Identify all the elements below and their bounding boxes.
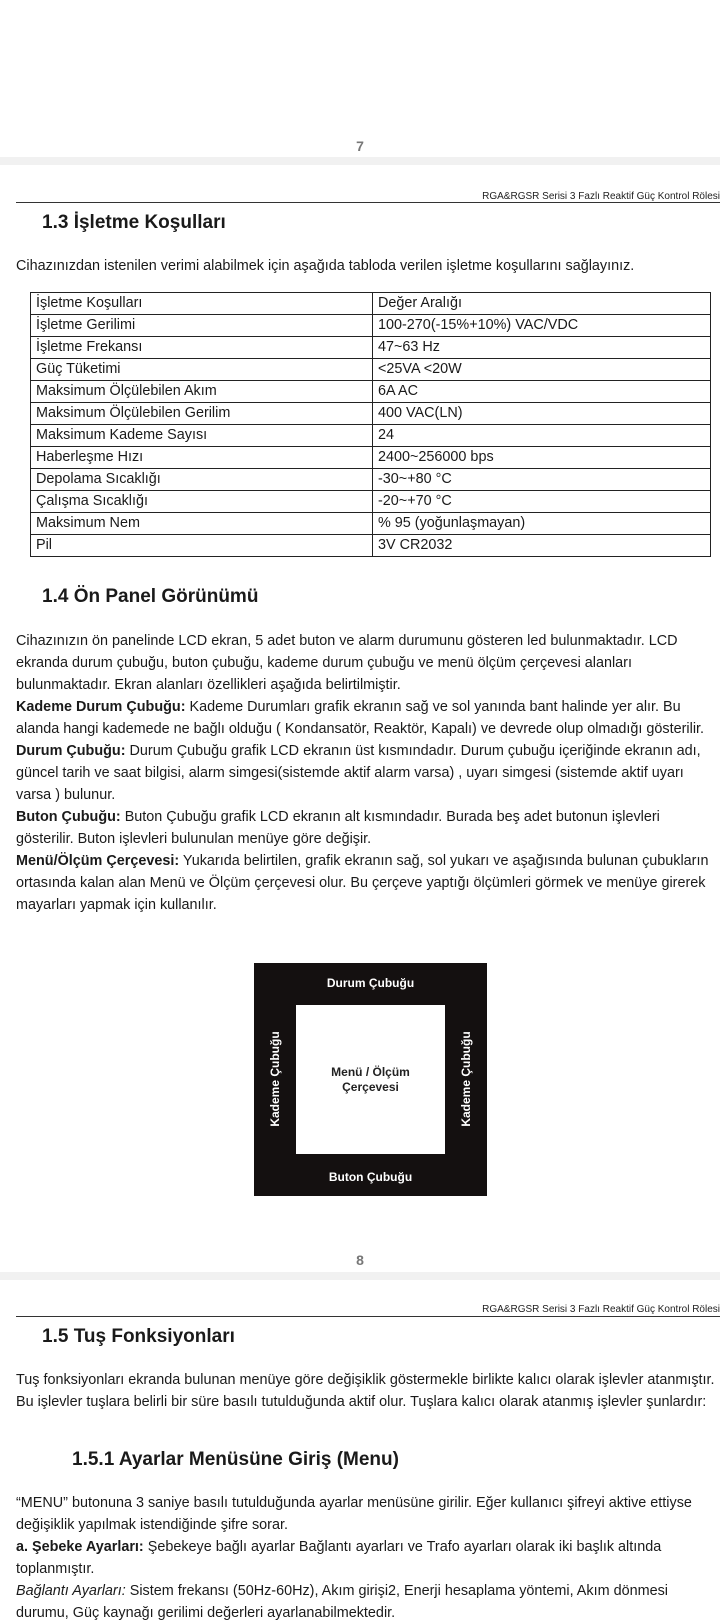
panel-intro-text: Cihazınızın ön panelinde LCD ekran, 5 adet buton ve alarm durumunu gösteren led bulunmaktadır. LCD ekranda durum çubuğu, buton çubuğu, kademe durum çubuğu ve menü ölçüm çerçevesi alanları bulunmaktadır. Ekran alanları özellikleri aşağıda belirtilmiştir. <box>16 633 678 693</box>
value-cell: 3V CR2032 <box>373 535 711 557</box>
durum-label: Durum Çubuğu: <box>16 743 126 759</box>
table-row <box>31 535 711 557</box>
operating-conditions-table <box>30 292 711 557</box>
table-row <box>31 425 711 447</box>
value-cell: <25VA <20W <box>373 359 711 381</box>
value-cell: 47~63 Hz <box>373 337 711 359</box>
section-title-1-5: 1.5 Tuş Fonksiyonları <box>42 1326 235 1347</box>
section-title-1-3: 1.3 İşletme Koşulları <box>42 212 226 233</box>
section-title-1-5-1: 1.5.1 Ayarlar Menüsüne Giriş (Menu) <box>72 1449 399 1470</box>
section-1-3-intro: Cihazınızdan istenilen verimi alabilmek için aşağıda tabloda verilen işletme koşullarını sağlayınız. <box>16 258 635 274</box>
condition-cell: Maksimum Ölçülebilen Gerilim <box>31 403 373 425</box>
diagram-right-step-bar-label: Kademe Çubuğu <box>459 1031 473 1127</box>
header-rule <box>16 1316 720 1317</box>
value-cell: -30~+80 °C <box>373 469 711 491</box>
header-rule <box>16 202 720 203</box>
buton-text: Buton Çubuğu grafik LCD ekranın alt kısmındadır. Burada beş adet butonun işlevleri gösterilir. Buton işlevleri bulunulan menüye göre değişir. <box>16 809 660 847</box>
kademe-label: Kademe Durum Çubuğu: <box>16 699 186 715</box>
lcd-panel-diagram <box>254 963 487 1196</box>
value-cell: % 95 (yoğunlaşmayan) <box>373 513 711 535</box>
table-row <box>31 359 711 381</box>
condition-cell: Pil <box>31 535 373 557</box>
value-cell: 24 <box>373 425 711 447</box>
page-gap <box>0 157 720 165</box>
condition-cell: Maksimum Nem <box>31 513 373 535</box>
table-row <box>31 315 711 337</box>
menu-label: Menü/Ölçüm Çerçevesi: <box>16 853 180 869</box>
value-cell: 100-270(-15%+10%) VAC/VDC <box>373 315 711 337</box>
table-row <box>31 513 711 535</box>
running-header: RGA&RGSR Serisi 3 Fazlı Reaktif Güç Kontrol Rölesi <box>482 191 720 202</box>
condition-cell: İşletme Gerilimi <box>31 315 373 337</box>
menu-entry-text: “MENU” butonuna 3 saniye basılı tutulduğunda ayarlar menüsüne girilir. Eğer kullanıcı şifreyi aktive ettiyse değişiklik yapılmak istendiğinde şifre sorar. <box>16 1495 692 1533</box>
condition-cell: İşletme Koşulları <box>31 293 373 315</box>
value-cell: -20~+70 °C <box>373 491 711 513</box>
buton-label: Buton Çubuğu: <box>16 809 121 825</box>
sebeke-text: Şebekeye bağlı ayarlar Bağlantı ayarları ve Trafo ayarları olarak iki başlık altında toplanmıştır. <box>16 1539 662 1577</box>
section-1-5-1-body <box>16 1492 720 1624</box>
table-row <box>31 491 711 513</box>
condition-cell: Maksimum Kademe Sayısı <box>31 425 373 447</box>
sebeke-label: a. Şebeke Ayarları: <box>16 1539 144 1555</box>
table-row <box>31 403 711 425</box>
value-cell: 400 VAC(LN) <box>373 403 711 425</box>
diagram-left-step-bar-label: Kademe Çubuğu <box>268 1031 282 1127</box>
table-row <box>31 447 711 469</box>
menu-text: Yukarıda belirtilen, grafik ekranın sağ, sol yukarı ve aşağısında bulunan çubukların ortasında kalan alan Menü ve Ölçüm çerçevesi olur. Bu çerçeve yaptığı ölçümleri görmek ve menüye girerek mayarları yapmak için kullanılır. <box>16 853 709 913</box>
table-row <box>31 381 711 403</box>
condition-cell: İşletme Frekansı <box>31 337 373 359</box>
condition-cell: Çalışma Sıcaklığı <box>31 491 373 513</box>
durum-text: Durum Çubuğu grafik LCD ekranın üst kısmındadır. Durum çubuğu içeriğinde ekranın adı, güncel tarih ve saat bilgisi, alarm simgesi(sistemde aktif alarm varsa) , uyarı simgesi (sistemde aktif uyarı varsa ) bulunur. <box>16 743 701 803</box>
condition-cell: Depolama Sıcaklığı <box>31 469 373 491</box>
condition-cell: Maksimum Ölçülebilen Akım <box>31 381 373 403</box>
table-row <box>31 469 711 491</box>
condition-cell: Güç Tüketimi <box>31 359 373 381</box>
diagram-center-line2: Çerçevesi <box>342 1079 399 1094</box>
table-row <box>31 337 711 359</box>
diagram-status-bar-label: Durum Çubuğu <box>326 976 415 990</box>
page-number: 7 <box>356 138 364 154</box>
section-1-4-body <box>16 630 720 916</box>
value-cell: 6A AC <box>373 381 711 403</box>
page-number: 8 <box>356 1252 364 1268</box>
section-1-5-intro: Tuş fonksiyonları ekranda bulunan menüye göre değişiklik göstermekle birlikte kalıcı olarak işlevler atanmıştır. Bu işlevler tuşlara belirli bir süre basılı tutulduğunda aktif olur. Tuşlara kalıcı olarak atanmış işlevler şunlardır: <box>16 1372 715 1410</box>
kademe-text: Kademe Durumları grafik ekranın sağ ve sol yanında bant halinde yer alır. Bu alanda hangi kademede ne bağlı olduğu ( Kondansatör, Reaktör, Kapalı) ve devrede olup olmadığı gösterilir. <box>16 699 705 737</box>
diagram-button-bar-label: Buton Çubuğu <box>328 1170 413 1184</box>
running-header: RGA&RGSR Serisi 3 Fazlı Reaktif Güç Kontrol Rölesi <box>482 1304 720 1315</box>
page-gap <box>0 1272 720 1280</box>
value-cell: 2400~256000 bps <box>373 447 711 469</box>
value-cell: Değer Aralığı <box>373 293 711 315</box>
condition-cell: Haberleşme Hızı <box>31 447 373 469</box>
diagram-menu-frame <box>296 1005 445 1154</box>
baglanti-text: Sistem frekansı (50Hz-60Hz), Akım girişi2, Enerji hesaplama yöntemi, Akım dönmesi durumu, Güç kaynağı gerilimi değerleri ayarlanabilmektedir. <box>16 1583 668 1621</box>
section-title-1-4: 1.4 Ön Panel Görünümü <box>42 586 259 607</box>
baglanti-label: Bağlantı Ayarları: <box>16 1583 126 1599</box>
diagram-center-line1: Menü / Ölçüm <box>331 1064 410 1079</box>
table-row <box>31 293 711 315</box>
